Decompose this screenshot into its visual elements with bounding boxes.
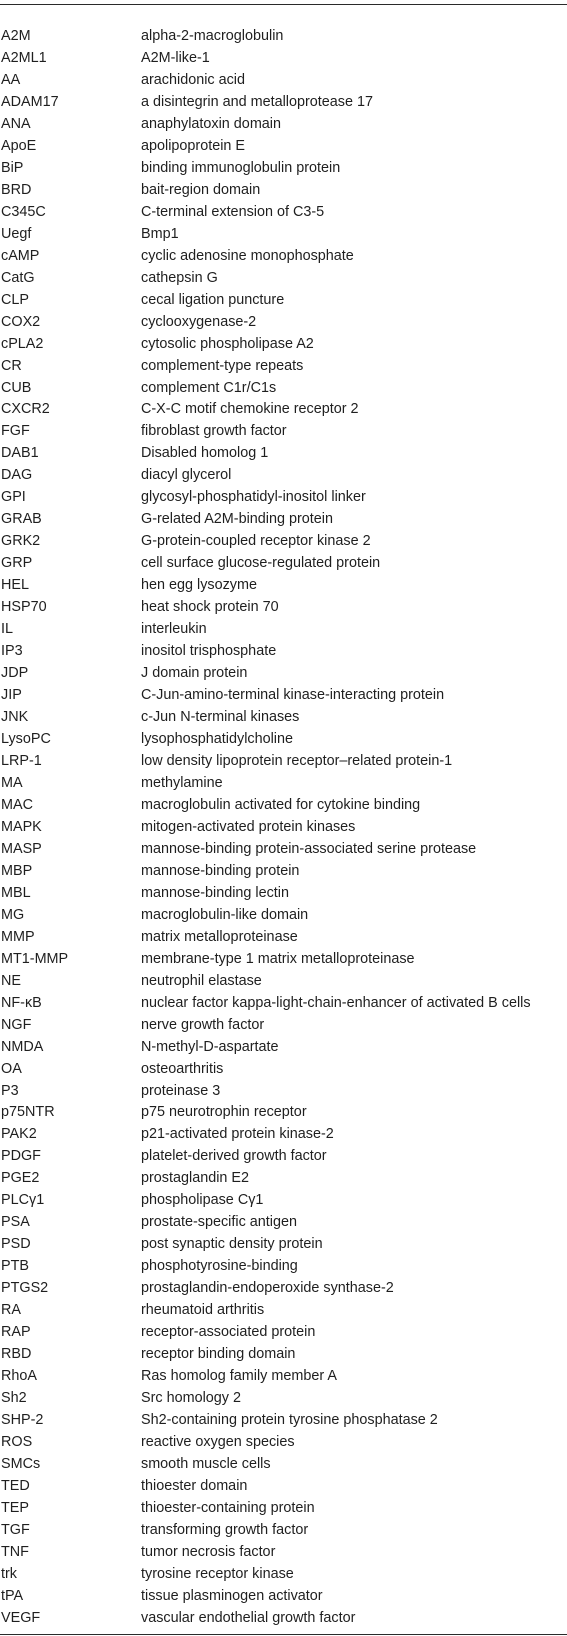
table-row [0, 1521, 567, 1543]
table-row [0, 576, 567, 598]
table-row [0, 1565, 567, 1587]
definition-cell: thioester domain [141, 1477, 248, 1494]
table-row [0, 1191, 567, 1213]
definition-cell: tissue plasminogen activator [141, 1587, 323, 1604]
table-row [0, 928, 567, 950]
definition-cell: hen egg lysozyme [141, 577, 257, 594]
table-row [0, 708, 567, 730]
definition-cell: C-Jun-amino-terminal kinase-interacting protein [141, 687, 445, 704]
table-row [0, 1543, 567, 1565]
table-row [0, 642, 567, 664]
abbreviation-cell: LRP-1 [1, 752, 42, 769]
definition-cell: cyclic adenosine monophosphate [141, 247, 354, 264]
definition-cell: Bmp1 [141, 225, 179, 242]
abbreviation-cell: tPA [1, 1587, 24, 1604]
abbreviation-cell: JNK [1, 709, 29, 726]
definition-cell: arachidonic acid [141, 71, 245, 88]
definition-cell: C-terminal extension of C3-5 [141, 203, 325, 220]
abbreviation-cell: ApoE [1, 137, 37, 154]
table-row [0, 1082, 567, 1104]
table-row [0, 488, 567, 510]
table-top-rule [0, 4, 567, 5]
table-row [0, 444, 567, 466]
abbreviation-cell: RhoA [1, 1368, 37, 1385]
definition-cell: C-X-C motif chemokine receptor 2 [141, 401, 359, 418]
table-row [0, 93, 567, 115]
table-row [0, 1038, 567, 1060]
definition-cell: prostate-specific antigen [141, 1214, 297, 1231]
table-row [0, 422, 567, 444]
table-row [0, 1433, 567, 1455]
table-row [0, 554, 567, 576]
abbreviation-cell: MG [1, 906, 25, 923]
abbreviation-cell: PDGF [1, 1148, 41, 1165]
definition-cell: J domain protein [141, 665, 248, 682]
definition-cell: nuclear factor kappa-light-chain-enhancer of activated B cells [141, 994, 531, 1011]
abbreviation-cell: NGF [1, 1016, 32, 1033]
definition-cell: prostaglandin-endoperoxide synthase-2 [141, 1280, 394, 1297]
table-row [0, 862, 567, 884]
abbreviation-cell: A2ML1 [1, 49, 47, 66]
definition-cell: cathepsin G [141, 269, 218, 286]
table-row [0, 203, 567, 225]
table-row [0, 1301, 567, 1323]
definition-cell: rheumatoid arthritis [141, 1302, 265, 1319]
definition-cell: fibroblast growth factor [141, 423, 287, 440]
abbreviation-cell: TNF [1, 1543, 29, 1560]
definition-cell: reactive oxygen species [141, 1434, 295, 1450]
definition-cell: p75 neurotrophin receptor [141, 1104, 307, 1121]
abbreviation-cell: NMDA [1, 1038, 44, 1055]
abbreviation-cell: NF-κB [1, 994, 42, 1011]
definition-cell: macroglobulin activated for cytokine binding [141, 796, 421, 813]
table-row [0, 730, 567, 752]
table-row [0, 1455, 567, 1477]
abbreviation-cell: CR [1, 357, 22, 374]
definition-cell: alpha-2-macroglobulin [141, 28, 284, 44]
definition-cell: prostaglandin E2 [141, 1170, 250, 1187]
table-row [0, 620, 567, 642]
table-row [0, 1147, 567, 1169]
definition-cell: cytosolic phospholipase A2 [141, 335, 314, 352]
abbreviation-cell: PGE2 [1, 1170, 40, 1187]
table-row [0, 1323, 567, 1345]
table-row [0, 818, 567, 840]
table-row [0, 27, 567, 49]
table-row [0, 1060, 567, 1082]
table-bottom-rule [0, 1634, 567, 1635]
table-row [0, 774, 567, 796]
abbreviation-cell: CLP [1, 291, 29, 308]
definition-cell: tyrosine receptor kinase [141, 1565, 294, 1582]
table-row [0, 1389, 567, 1411]
table-row [0, 247, 567, 269]
abbreviation-cell: VEGF [1, 1609, 41, 1626]
abbreviation-cell: trk [1, 1565, 17, 1582]
abbreviation-cell: GPI [1, 489, 26, 506]
abbreviation-cell: JIP [1, 687, 22, 704]
table-row [0, 269, 567, 291]
table-row [0, 796, 567, 818]
definition-cell: cyclooxygenase-2 [141, 313, 257, 330]
definition-cell: post synaptic density protein [141, 1236, 323, 1253]
definition-cell: Src homology 2 [141, 1390, 241, 1407]
table-row [0, 49, 567, 71]
abbreviation-cell: GRAB [1, 511, 42, 528]
table-row [0, 225, 567, 247]
abbreviation-cell: MAPK [1, 818, 42, 835]
definition-cell: A2M-like-1 [141, 49, 210, 66]
abbreviation-cell: MBL [1, 884, 31, 901]
table-row [0, 1411, 567, 1433]
table-row [0, 115, 567, 137]
table-row [0, 1016, 567, 1038]
definition-cell: N-methyl-D-aspartate [141, 1038, 279, 1055]
abbreviation-cell: TGF [1, 1521, 30, 1538]
table-row [0, 181, 567, 203]
table-row [0, 1103, 567, 1125]
table-row [0, 379, 567, 401]
abbreviation-cell: PLCγ1 [1, 1192, 45, 1209]
definition-cell: complement C1r/C1s [141, 379, 277, 396]
abbreviation-cell: GRP [1, 555, 33, 572]
definition-cell: cecal ligation puncture [141, 291, 285, 308]
abbreviation-cell: PTGS2 [1, 1280, 49, 1297]
table-row [0, 400, 567, 422]
definition-cell: bait-region domain [141, 181, 261, 198]
definition-cell: heat shock protein 70 [141, 599, 279, 616]
abbreviation-cell: p75NTR [1, 1104, 55, 1121]
abbreviation-cell: PSA [1, 1214, 30, 1231]
table-row [0, 906, 567, 928]
definition-cell: Disabled homolog 1 [141, 445, 269, 462]
definition-cell: vascular endothelial growth factor [141, 1609, 356, 1626]
abbreviation-cell: OA [1, 1060, 22, 1077]
abbreviation-cell: MMP [1, 928, 35, 945]
definition-cell: receptor binding domain [141, 1346, 296, 1363]
definition-cell: G-related A2M-binding protein [141, 511, 333, 528]
definition-cell: macroglobulin-like domain [141, 906, 309, 923]
abbreviation-cell: JDP [1, 665, 29, 682]
table-row [0, 972, 567, 994]
table-row [0, 71, 567, 93]
table-row [0, 1499, 567, 1521]
definition-cell: cell surface glucose-regulated protein [141, 555, 381, 572]
abbreviation-cell: BRD [1, 181, 32, 198]
abbreviation-cell: NE [1, 972, 21, 989]
table-row [0, 291, 567, 313]
table-row [0, 532, 567, 554]
abbreviation-cell: Uegf [1, 225, 32, 242]
abbreviation-cell: LysoPC [1, 731, 51, 747]
abbreviation-cell: AA [1, 71, 21, 88]
definition-cell: mannose-binding protein [141, 862, 300, 879]
definition-cell: interleukin [141, 621, 207, 638]
table-row [0, 510, 567, 532]
abbreviation-cell: P3 [1, 1082, 19, 1099]
table-row [0, 1213, 567, 1235]
abbreviation-cell: RA [1, 1302, 21, 1319]
abbreviation-cell: MAC [1, 796, 33, 813]
abbreviation-cell: DAG [1, 467, 33, 484]
abbreviation-cell: cAMP [1, 247, 40, 264]
definition-cell: osteoarthritis [141, 1060, 224, 1077]
abbreviation-cell: DAB1 [1, 445, 39, 462]
table-row [0, 1125, 567, 1147]
table-row [0, 884, 567, 906]
abbreviation-cell: cPLA2 [1, 335, 44, 352]
abbreviation-cell: HSP70 [1, 599, 47, 616]
abbreviation-cell: PAK2 [1, 1126, 37, 1143]
table-row [0, 1169, 567, 1191]
definition-cell: Ras homolog family member A [141, 1368, 337, 1385]
definition-cell: proteinase 3 [141, 1082, 221, 1099]
table-row [0, 1257, 567, 1279]
abbreviation-cell: TEP [1, 1499, 29, 1516]
definition-cell: G-protein-coupled receptor kinase 2 [141, 533, 371, 550]
definition-cell: transforming growth factor [141, 1521, 309, 1538]
abbreviation-cell: FGF [1, 423, 30, 440]
definition-cell: glycosyl-phosphatidyl-inositol linker [141, 489, 366, 506]
table-row [0, 752, 567, 774]
table-row [0, 357, 567, 379]
abbreviation-cell: C345C [1, 203, 46, 220]
abbreviation-cell: BiP [1, 159, 24, 176]
table-row [0, 598, 567, 620]
abbreviation-cell: IP3 [1, 643, 23, 660]
table-row [0, 950, 567, 972]
abbreviation-cell: SHP-2 [1, 1412, 44, 1429]
definition-cell: mannose-binding protein-associated serine protease [141, 840, 477, 857]
definition-cell: c-Jun N-terminal kinases [141, 709, 300, 726]
table-body [0, 27, 567, 1631]
definition-cell: thioester-containing protein [141, 1499, 315, 1516]
table-row [0, 840, 567, 862]
abbreviation-cell: CUB [1, 379, 32, 396]
table-row [0, 1367, 567, 1389]
table-row [0, 466, 567, 488]
table-row [0, 1587, 567, 1609]
abbreviation-cell: MA [1, 774, 23, 791]
definition-cell: diacyl glycerol [141, 467, 232, 484]
table-row [0, 686, 567, 708]
definition-cell: phosphotyrosine-binding [141, 1258, 298, 1275]
abbreviation-cell: PSD [1, 1236, 31, 1253]
abbreviation-cell: Sh2 [1, 1390, 27, 1407]
definition-cell: p21-activated protein kinase-2 [141, 1126, 334, 1143]
definition-cell: phospholipase Cγ1 [141, 1192, 264, 1209]
definition-cell: mannose-binding lectin [141, 884, 289, 901]
definition-cell: neutrophil elastase [141, 972, 262, 989]
table-row [0, 1279, 567, 1301]
table-row [0, 1609, 567, 1631]
table-row [0, 1477, 567, 1499]
abbreviation-cell: HEL [1, 577, 29, 594]
table-row [0, 1235, 567, 1257]
table-row [0, 994, 567, 1016]
definition-cell: low density lipoprotein receptor–related protein-1 [141, 752, 453, 769]
table-row [0, 1345, 567, 1367]
definition-cell: methylamine [141, 774, 223, 791]
abbreviation-cell: IL [1, 621, 14, 638]
table-row [0, 664, 567, 686]
abbreviation-cell: SMCs [1, 1455, 41, 1472]
abbreviation-cell: PTB [1, 1258, 29, 1275]
definition-cell: apolipoprotein E [141, 137, 246, 154]
definition-cell: matrix metalloproteinase [141, 928, 298, 945]
abbreviation-cell: GRK2 [1, 533, 41, 550]
table-row [0, 313, 567, 335]
abbreviation-cell: COX2 [1, 313, 41, 330]
abbreviation-cell: A2M [1, 28, 31, 44]
table-row [0, 159, 567, 181]
definition-cell: complement-type repeats [141, 357, 304, 374]
definition-cell: inositol trisphosphate [141, 643, 277, 660]
abbreviation-cell: MASP [1, 840, 42, 857]
definition-cell: anaphylatoxin domain [141, 115, 282, 132]
abbreviation-cell: MBP [1, 862, 33, 879]
table-row [0, 335, 567, 357]
definition-cell: tumor necrosis factor [141, 1543, 276, 1560]
definition-cell: Sh2-containing protein tyrosine phosphatase 2 [141, 1412, 438, 1429]
definition-cell: platelet-derived growth factor [141, 1148, 327, 1165]
definition-cell: binding immunoglobulin protein [141, 159, 341, 176]
definition-cell: mitogen-activated protein kinases [141, 818, 356, 835]
abbreviation-cell: CXCR2 [1, 401, 50, 418]
definition-cell: lysophosphatidylcholine [141, 731, 294, 747]
definition-cell: membrane-type 1 matrix metalloproteinase [141, 950, 415, 967]
abbreviation-cell: RAP [1, 1324, 31, 1341]
definition-cell: a disintegrin and metalloprotease 17 [141, 93, 373, 110]
abbreviation-cell: MT1-MMP [1, 950, 69, 967]
abbreviation-cell: ROS [1, 1434, 33, 1450]
definition-cell: nerve growth factor [141, 1016, 265, 1033]
definition-cell: receptor-associated protein [141, 1324, 316, 1341]
definition-cell: smooth muscle cells [141, 1455, 271, 1472]
abbreviation-cell: ANA [1, 115, 31, 132]
abbreviation-cell: CatG [1, 269, 35, 286]
abbreviation-cell: TED [1, 1477, 30, 1494]
table-row [0, 137, 567, 159]
abbreviation-cell: ADAM17 [1, 93, 59, 110]
abbreviation-cell: RBD [1, 1346, 32, 1363]
